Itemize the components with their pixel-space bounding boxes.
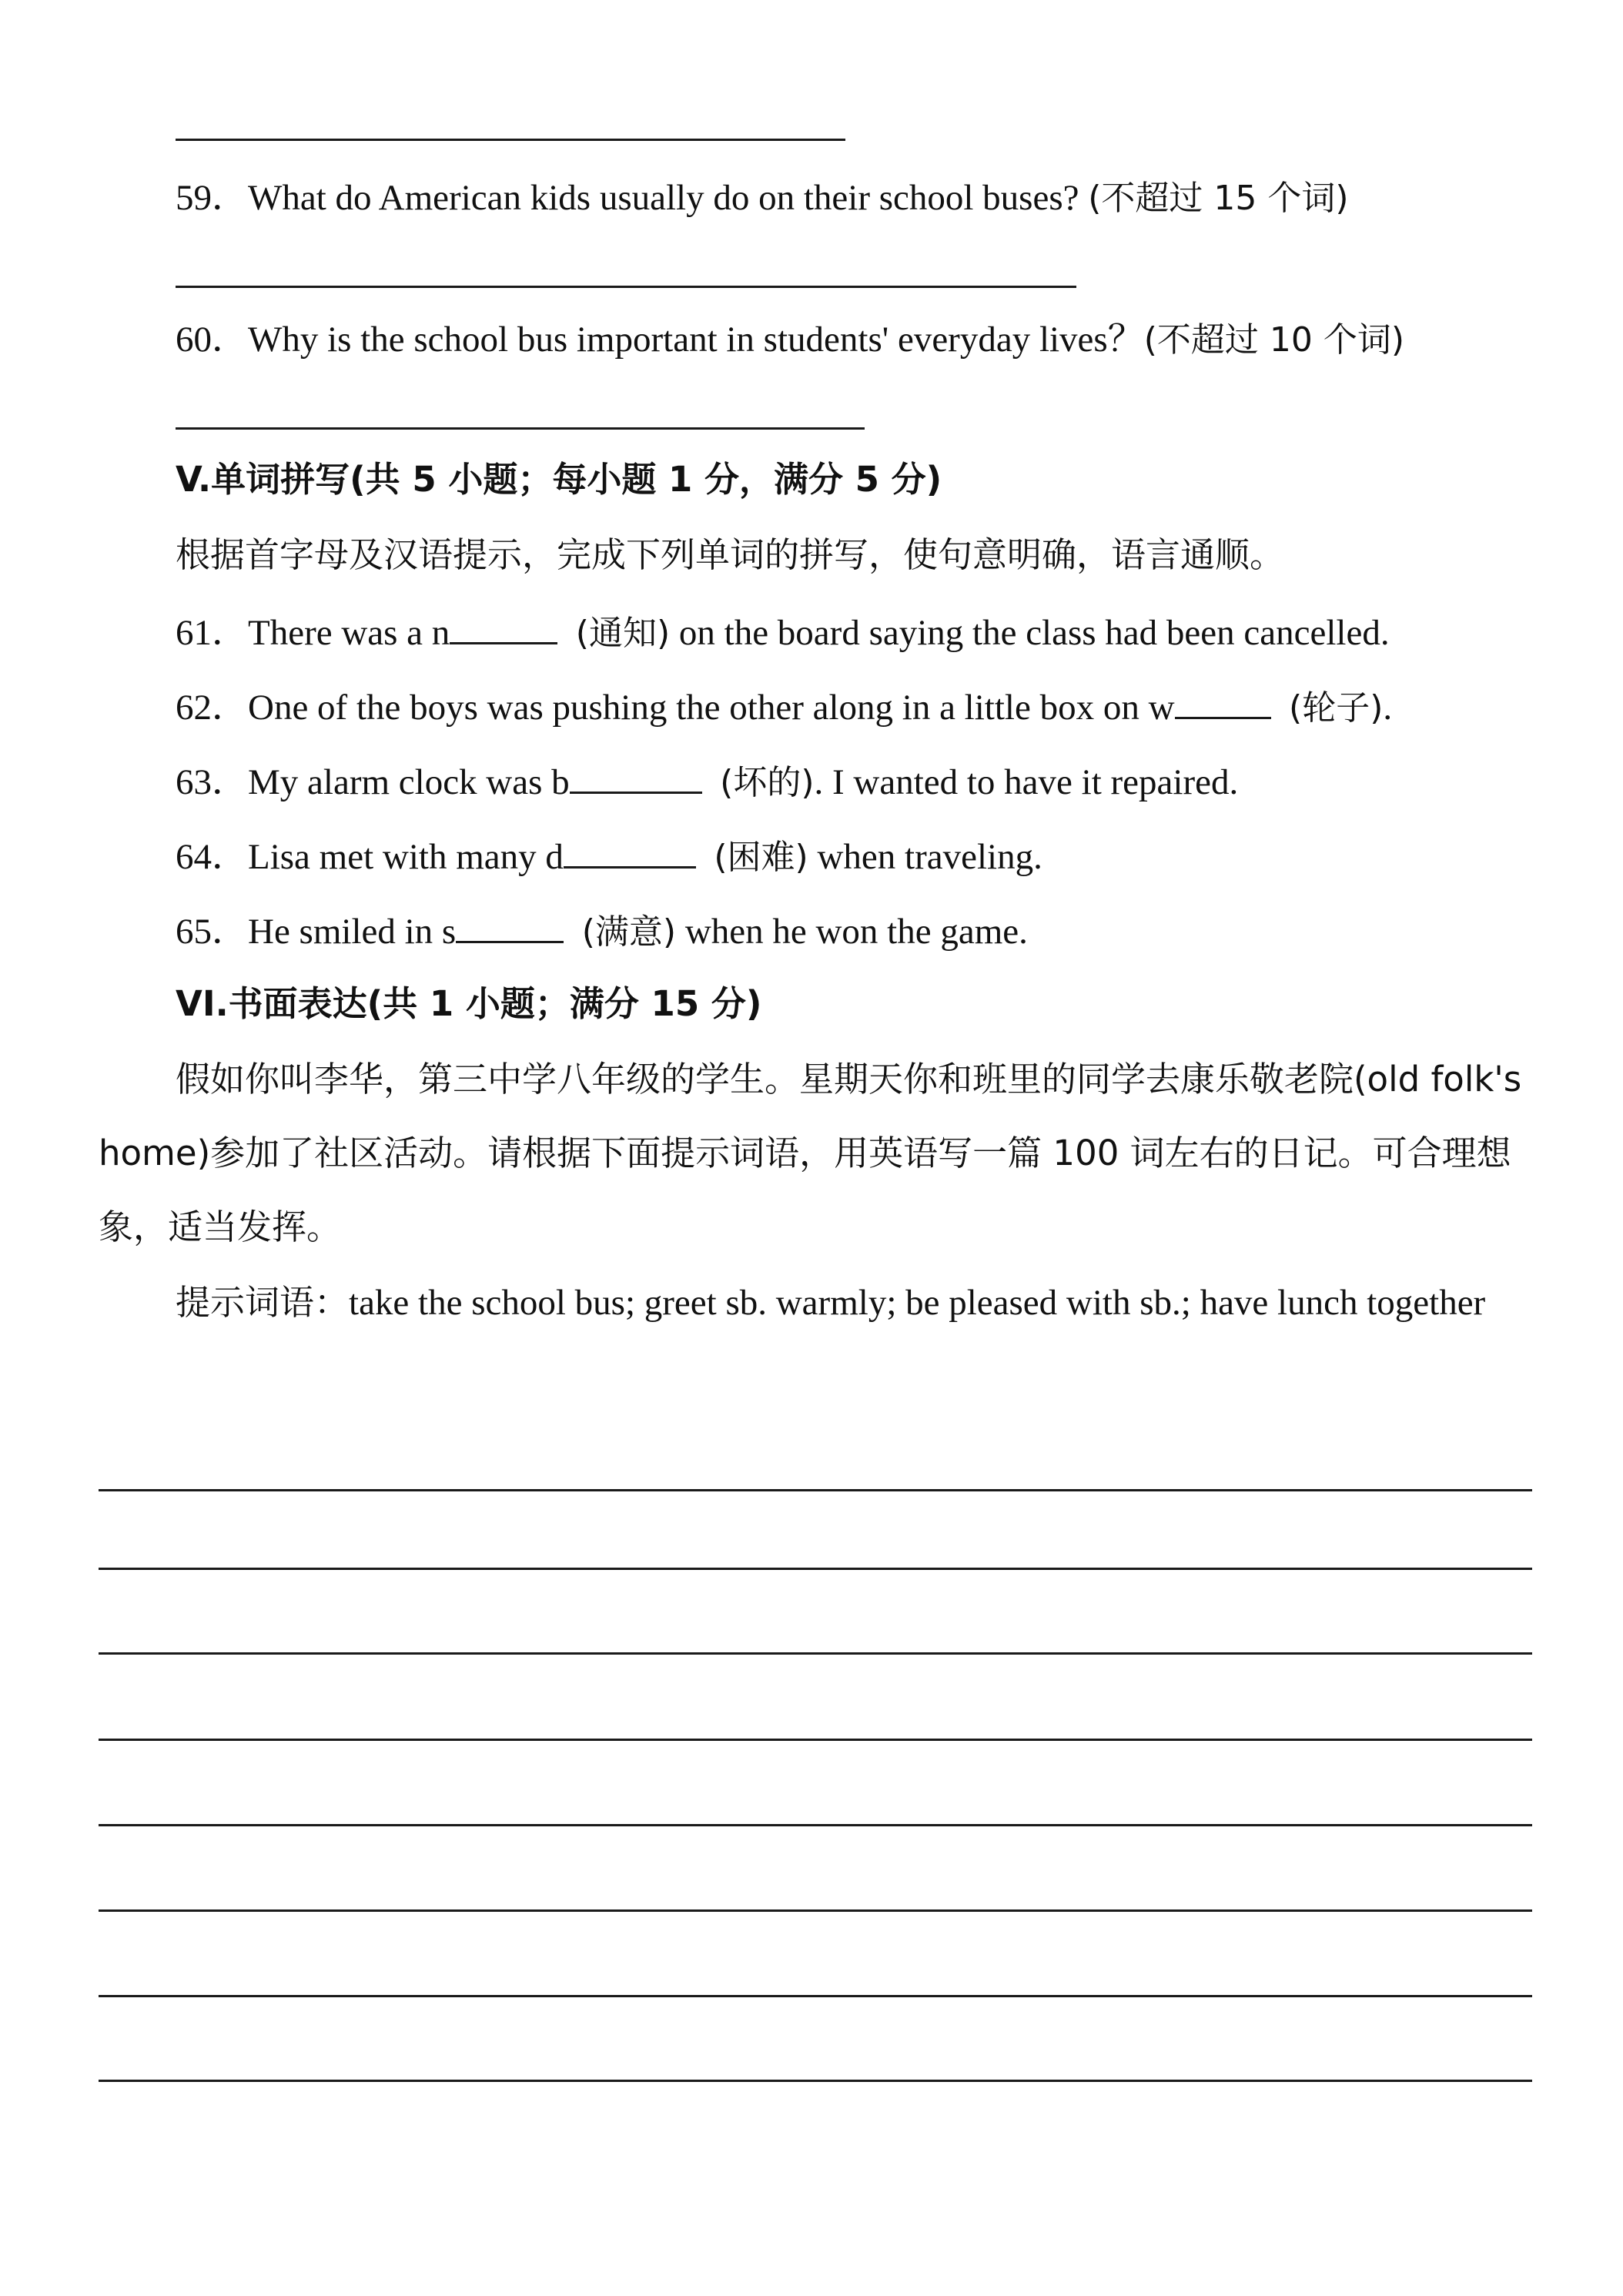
hint-label: 提示词语： [176,1282,350,1323]
item-text-after: on the board saying the class had been cancelled. [670,613,1390,653]
question-60 [176,322,1404,358]
chinese-hint: (满意) [581,912,677,952]
writing-line[interactable] [99,1824,1532,1826]
writing-line[interactable] [99,1489,1532,1491]
item-number: 62． [176,688,248,728]
spelling-item-62 [176,688,1392,726]
item-text-after: when he won the game. [676,912,1028,952]
answer-line[interactable] [176,286,1076,288]
writing-line[interactable] [99,1739,1532,1741]
hint-words-paragraph [99,1266,1531,1340]
section-instruction: 根据首字母及汉语提示，完成下列单词的拼写，使句意明确，语言通顺。 [176,534,1285,575]
item-text-before: There was a n [248,613,450,653]
answer-blank[interactable] [1175,688,1271,719]
answer-line[interactable] [176,427,865,430]
question-number: 59． [176,178,248,218]
spelling-item-64 [176,837,1042,875]
writing-line[interactable] [99,1995,1532,1997]
item-number: 64． [176,837,248,877]
item-text-before: One of the boys was pushing the other along in a little box on w [248,688,1175,728]
chinese-hint: (坏的) [720,763,815,802]
answer-line[interactable] [176,139,845,141]
answer-blank[interactable] [456,912,564,943]
chinese-hint: (通知) [575,614,671,653]
item-text-before: He smiled in s [248,912,457,952]
question-number: 60． [176,320,248,360]
hint-words: take the school bus; greet sb. warmly; be pleased with sb.; have lunch together [349,1283,1486,1323]
writing-prompt [99,1043,1531,1264]
word-limit-note: (不超过 15 个词) [1088,179,1349,218]
writing-line[interactable] [99,2080,1532,2082]
prompt-text: 假如你叫李华，第三中学八年级的学生。星期天你和班里的同学去康乐敬老院(old folk's home)参加了社区活动。请根据下面提示词语，用英语写一篇 100 词左右的日记。可合理想象，适当发挥。 [99,1059,1522,1247]
item-number: 63． [176,762,248,802]
answer-blank[interactable] [570,762,702,794]
item-text-after: when traveling. [808,837,1042,877]
answer-blank[interactable] [564,837,696,869]
chinese-hint: (轮子) [1289,688,1384,728]
answer-blank[interactable] [450,613,557,644]
item-text-before: My alarm clock was b [248,762,570,802]
question-text: Why is the school bus important in students' everyday lives？ [248,320,1144,360]
question-59 [176,180,1349,216]
section-title: V.单词拼写(共 5 小题；每小题 1 分，满分 5 分) [176,459,942,500]
writing-line[interactable] [99,1909,1532,1912]
item-number: 65． [176,912,248,952]
writing-line[interactable] [99,1568,1532,1570]
section-title: VI.书面表达(共 1 小题；满分 15 分) [176,983,762,1024]
word-limit-note: (不超过 10 个词) [1143,320,1405,360]
writing-line[interactable] [99,1652,1532,1655]
spelling-item-65 [176,912,1028,950]
spelling-item-61 [176,613,1390,651]
chinese-hint: (困难) [714,838,808,877]
item-text-after: . I wanted to have it repaired. [814,762,1239,802]
spelling-item-63 [176,762,1238,801]
item-text-before: Lisa met with many d [248,837,564,877]
item-text-after: . [1383,688,1393,728]
question-text: What do American kids usually do on their school buses? [248,178,1089,218]
item-number: 61． [176,613,248,653]
